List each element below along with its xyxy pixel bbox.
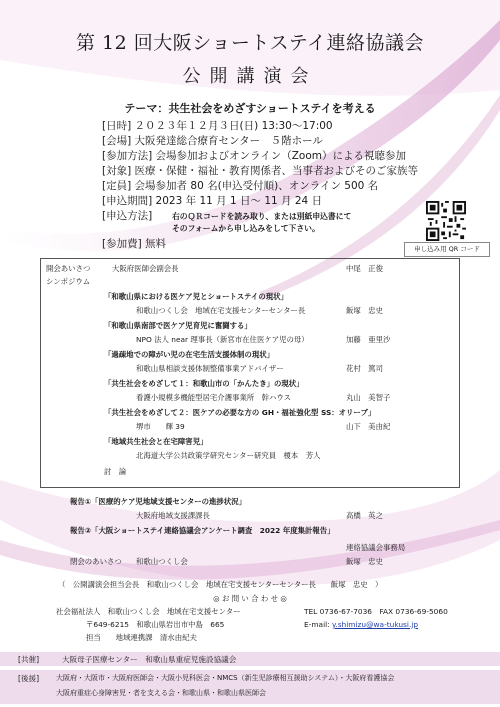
talk-4-role: 看護小規模多機能型居宅介護事業所 幹ハウス: [136, 393, 291, 402]
contact-tel: TEL 0736-67-7036 FAX 0736-69-5060: [304, 607, 448, 616]
symposium-label: シンポジウム: [46, 277, 91, 286]
talk-5-name: 山下 美由紀: [346, 422, 391, 431]
info-target: [対象] 医療・保健・福祉・教育関係者、当事者およびそのご家族等: [102, 165, 419, 177]
kouen-label: [後援]: [18, 674, 40, 683]
talk-1-name: 飯塚 忠史: [346, 306, 383, 315]
info-capacity: [定員] 会場参加者 80 名(申込受付順)、オンライン 500 名: [102, 180, 379, 192]
kyosai-text: 大阪母子医療センター 和歌山県重症児施設協議会: [62, 655, 237, 664]
apply-note-1: 右のＱＲコードを読み取り、または別紙申込書にて: [172, 212, 352, 221]
organizer-line: （ 公開講演会担当会長 和歌山つくし会 地域在宅支援センターセンター長 飯塚 忠史 ）: [58, 580, 383, 589]
talk-3-role: 和歌山県相談支援体制整備事業アドバイザー: [136, 364, 284, 373]
talk-1-role: 和歌山つくし会 地域在宅支援センターセンター長: [136, 306, 306, 315]
closing-name: 飯塚 忠史: [346, 557, 383, 566]
info-period: [申込期間] 2023 年 11 月 1 日～ 11 月 24 日: [102, 195, 323, 207]
talk-2-role: NPO 法人 near 理事長（新宮市在住医ケア児の母）: [136, 335, 309, 344]
talk-6-title: 「地域共生社会と在宅障害児」: [104, 437, 208, 446]
report-2-org: 連絡協議会事務局: [346, 543, 406, 552]
report-1: 報告①「医療的ケア児地域支援センターの進捗状況」: [70, 497, 246, 506]
report-2: 報告②「大阪ショートステイ連絡協議会アンケート調査 2022 年度集計報告」: [70, 526, 335, 535]
event-theme: テーマ：共生社会をめざすショートステイを考える: [124, 102, 376, 115]
report-1-name: 高橋 英之: [346, 511, 383, 520]
closing-role: 和歌山つくし会: [136, 557, 188, 566]
kyosai-label: [共催]: [18, 655, 40, 664]
talk-3-name: 花村 篤司: [346, 364, 383, 373]
contact-heading: ◎ お 問 い 合 わ せ ◎: [213, 594, 287, 603]
kouen-line-2: 大阪府重症心身障害児・者を支える会・和歌山県・和歌山県医師会: [56, 689, 266, 697]
closing-label: 閉会のあいさつ: [70, 557, 122, 566]
contact-person: 担当 地域連携課 清水由紀夫: [86, 633, 197, 642]
info-venue: [会場] 大阪発達総合療育センター ５階ホール: [102, 135, 323, 147]
talk-4-name: 丸山 美智子: [346, 393, 391, 402]
contact-org: 社会福祉法人 和歌山つくし会 地域在宅支援センター: [56, 607, 241, 616]
info-apply-method: [申込方法]: [102, 210, 153, 222]
info-datetime: [日時] ２０２３年１２月３日(日) 13:30～17:00: [102, 120, 333, 132]
kouen-line-1: 大阪府・大阪市・大阪府医師会・大阪小児科医会・NMCS（新生児診療相互援助システム）・大阪府看護協会: [56, 674, 395, 682]
event-title: 第 12 回大阪ショートステイ連絡協議会: [76, 32, 424, 54]
talk-2-title: 「和歌山県南部で医ケア児育児に奮闘する」: [104, 321, 252, 330]
qr-code-icon[interactable]: [426, 201, 466, 241]
talk-4-title: 「共生社会をめざして１：和歌山市の「かんたき」の現状」: [104, 379, 304, 388]
talk-3-title: 「過疎地での障がい児の在宅生活支援体制の現状」: [104, 350, 274, 359]
info-fee: [参加費] 無料: [102, 238, 167, 250]
info-method: [参加方法] 会場参加およびオンライン（Zoom）による視聴参加: [102, 150, 407, 162]
talk-5-title: 「共生社会をめざして２：医ケアの必要な方の GH・福祉強化型 SS：オリーブ」: [104, 408, 376, 417]
apply-note-2: そのフォームから申し込みをして下さい。: [172, 224, 320, 233]
talk-1-title: 「和歌山県における医ケア児とショートステイの現状」: [104, 292, 288, 301]
opening-label: 開会あいさつ: [46, 264, 91, 273]
contact-email: E-mail: y.shimizu@wa-tukusi.jp: [304, 620, 419, 629]
opening-role: 大阪府医師会副会長: [112, 264, 179, 273]
event-subtitle: 公開講演会: [182, 66, 318, 87]
email-link[interactable]: y.shimizu@wa-tukusi.jp: [332, 620, 419, 629]
talk-6-role: 北海道大学公共政策学研究センター研究員 榎本 芳人: [136, 451, 321, 460]
opening-name: 中尾 正俊: [346, 264, 383, 273]
talk-2-name: 加藤 亜里沙: [346, 335, 391, 344]
qr-caption: 申し込み用 QR コード: [404, 242, 490, 257]
report-1-role: 大阪府地域支援課課長: [136, 511, 210, 520]
discussion-label: 討 論: [104, 467, 127, 476]
contact-address: 〒649-6215 和歌山県岩出市中島 665: [86, 620, 225, 629]
talk-5-role: 堺市 輝 39: [136, 422, 185, 431]
